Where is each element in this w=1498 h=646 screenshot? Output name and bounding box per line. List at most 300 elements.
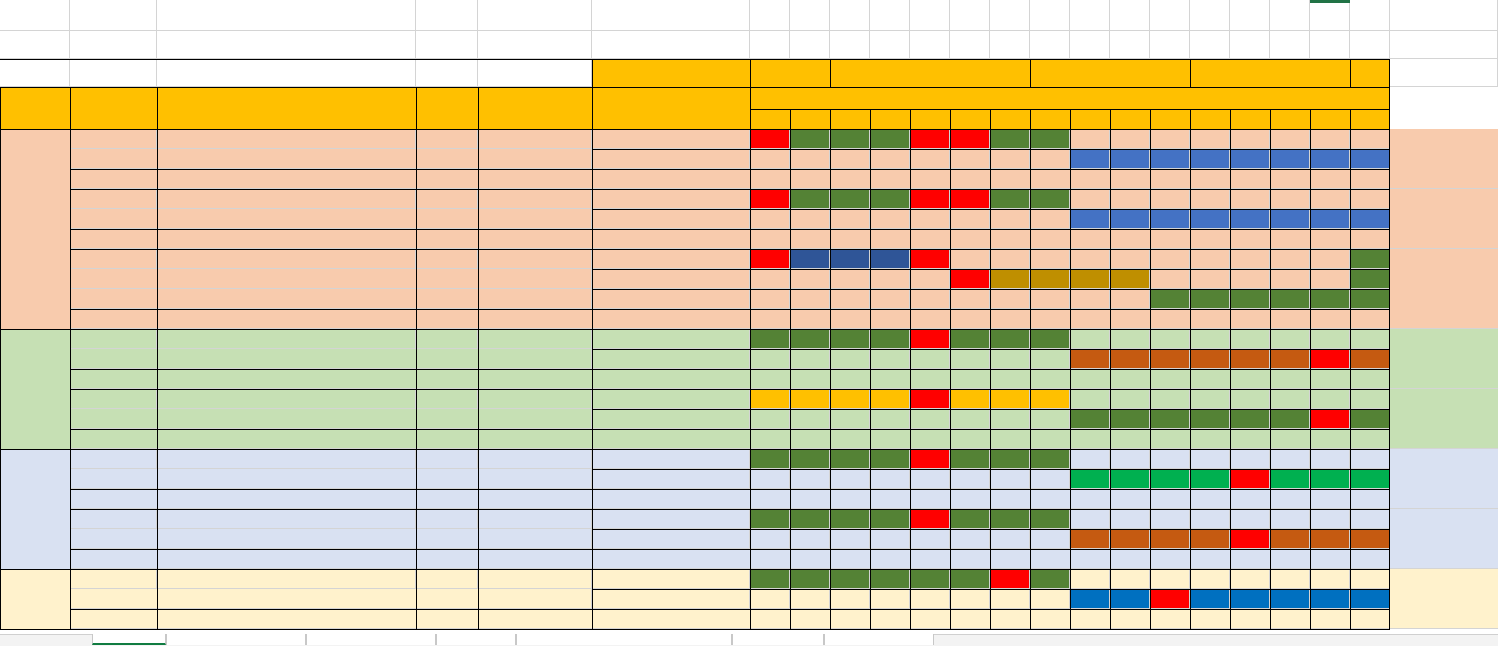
spreadsheet-cell[interactable] [1350,31,1390,59]
lecturer-name[interactable] [592,529,750,549]
meeting-cell[interactable] [1150,449,1190,469]
meeting-cell[interactable] [1350,189,1390,209]
lecturer-name[interactable] [592,389,750,409]
meeting-cell[interactable] [1190,469,1230,489]
meeting-cell[interactable] [1030,389,1070,409]
meeting-cell[interactable] [1070,329,1110,349]
meeting-cell[interactable] [1230,209,1270,229]
course-room[interactable] [478,509,592,529]
sheet-tab[interactable] [516,634,732,645]
meeting-cell[interactable] [1350,129,1390,149]
meeting-cell[interactable] [750,269,790,289]
meeting-cell[interactable] [950,149,990,169]
meeting-cell[interactable] [750,449,790,469]
meeting-cell[interactable] [1310,209,1350,229]
meeting-cell[interactable] [750,389,790,409]
meeting-cell[interactable] [750,289,790,309]
header-detail[interactable] [1390,87,1498,129]
meeting-cell[interactable] [1030,349,1070,369]
spreadsheet-cell[interactable] [910,31,950,59]
spreadsheet-cell[interactable] [1390,0,1498,31]
meeting-cell[interactable] [870,249,910,269]
meeting-cell[interactable] [1190,289,1230,309]
meeting-cell[interactable] [1030,409,1070,429]
spreadsheet-cell[interactable] [1070,31,1110,59]
course-room[interactable] [478,569,592,589]
spreadsheet-cell[interactable] [830,0,870,31]
meeting-cell[interactable] [750,529,790,549]
course-class[interactable] [416,329,478,349]
meeting-cell[interactable] [790,569,830,589]
meeting-cell[interactable] [1310,129,1350,149]
meeting-cell[interactable] [1270,509,1310,529]
spreadsheet-cell[interactable] [910,0,950,31]
meeting-cell[interactable] [1230,129,1270,149]
meeting-cell[interactable] [1110,269,1150,289]
meeting-cell[interactable] [1310,389,1350,409]
meeting-cell[interactable] [870,509,910,529]
meeting-cell[interactable] [1310,569,1350,589]
spreadsheet-cell[interactable] [416,59,478,87]
meeting-cell[interactable] [1030,509,1070,529]
meeting-cell[interactable] [1030,149,1070,169]
meeting-cell[interactable] [1150,529,1190,549]
lecturer-name[interactable] [592,129,750,149]
meeting-cell[interactable] [950,269,990,289]
meeting-cell[interactable] [870,349,910,369]
meeting-cell[interactable] [910,389,950,409]
meeting-cell[interactable] [1350,269,1390,289]
meeting-cell[interactable] [950,289,990,309]
meeting-cell[interactable] [1190,129,1230,149]
meeting-cell[interactable] [1150,149,1190,169]
course-class[interactable] [416,509,478,529]
course-name[interactable] [157,189,416,209]
meeting-cell[interactable] [990,509,1030,529]
course-class[interactable] [416,129,478,149]
meeting-cell[interactable] [1270,209,1310,229]
meeting-cell[interactable] [990,129,1030,149]
course-room[interactable] [478,449,592,469]
detail-mk-link[interactable] [1390,189,1498,249]
meeting-cell[interactable] [1190,249,1230,269]
meeting-cell[interactable] [950,509,990,529]
spreadsheet-cell[interactable] [990,0,1030,31]
meeting-cell[interactable] [830,389,870,409]
meeting-cell[interactable] [990,329,1030,349]
meeting-cell[interactable] [1310,189,1350,209]
meeting-cell[interactable] [1270,269,1310,289]
meeting-cell[interactable] [1030,469,1070,489]
meeting-cell[interactable] [1110,589,1150,609]
meeting-cell[interactable] [830,529,870,549]
meeting-cell[interactable] [1190,269,1230,289]
spreadsheet-cell[interactable] [157,59,416,87]
spreadsheet-cell[interactable] [1350,0,1390,31]
meeting-cell[interactable] [1070,289,1110,309]
meeting-cell[interactable] [1350,289,1390,309]
meeting-cell[interactable] [1230,449,1270,469]
meeting-cell[interactable] [1070,209,1110,229]
meeting-cell[interactable] [1310,589,1350,609]
meeting-cell[interactable] [1190,189,1230,209]
detail-mk-link[interactable] [1390,129,1498,189]
lecturer-name[interactable] [592,349,750,369]
meeting-cell[interactable] [1110,209,1150,229]
meeting-cell[interactable] [790,449,830,469]
spreadsheet-cell[interactable] [70,529,592,549]
sheet-tab[interactable] [166,634,306,645]
detail-mk-link[interactable] [1390,569,1498,629]
meeting-cell[interactable] [1230,329,1270,349]
meeting-cell[interactable] [830,209,870,229]
meeting-cell[interactable] [1030,529,1070,549]
spacer-row[interactable] [70,609,1390,629]
detail-mk-link[interactable] [1390,449,1498,509]
meeting-cell[interactable] [1230,269,1270,289]
meeting-cell[interactable] [830,469,870,489]
meeting-cell[interactable] [750,509,790,529]
meeting-cell[interactable] [1230,249,1270,269]
meeting-cell[interactable] [1150,389,1190,409]
lecturer-name[interactable] [592,149,750,169]
meeting-cell[interactable] [1070,129,1110,149]
meeting-cell[interactable] [790,589,830,609]
meeting-cell[interactable] [950,449,990,469]
meeting-cell[interactable] [1190,529,1230,549]
meeting-cell[interactable] [990,469,1030,489]
meeting-cell[interactable] [1150,269,1190,289]
meeting-cell[interactable] [1310,509,1350,529]
meeting-cell[interactable] [1190,589,1230,609]
meeting-cell[interactable] [990,529,1030,549]
meeting-cell[interactable] [750,209,790,229]
meeting-cell[interactable] [1350,389,1390,409]
meeting-cell[interactable] [1270,129,1310,149]
lecturer-name[interactable] [592,329,750,349]
meeting-cell[interactable] [1110,129,1150,149]
sheet-tab-active[interactable] [92,634,166,645]
meeting-cell[interactable] [790,529,830,549]
meeting-cell[interactable] [1150,569,1190,589]
spreadsheet-cell[interactable] [70,349,592,369]
meeting-cell[interactable] [870,529,910,549]
meeting-cell[interactable] [1150,349,1190,369]
meeting-cell[interactable] [870,569,910,589]
meeting-cell[interactable] [1030,329,1070,349]
meeting-cell[interactable] [790,509,830,529]
meeting-cell[interactable] [910,209,950,229]
lecturer-name[interactable] [592,569,750,589]
meeting-cell[interactable] [1350,529,1390,549]
meeting-cell[interactable] [1150,209,1190,229]
meeting-cell[interactable] [830,509,870,529]
meeting-cell[interactable] [1190,389,1230,409]
meeting-cell[interactable] [1150,249,1190,269]
meeting-cell[interactable] [1270,189,1310,209]
sheet-tab[interactable] [732,634,824,645]
meeting-cell[interactable] [870,149,910,169]
meeting-cell[interactable] [990,449,1030,469]
meeting-cell[interactable] [1030,269,1070,289]
meeting-cell[interactable] [1190,209,1230,229]
lecturer-name[interactable] [592,589,750,609]
meeting-cell[interactable] [1070,449,1110,469]
spreadsheet-cell[interactable] [1190,0,1230,31]
meeting-cell[interactable] [1270,349,1310,369]
meeting-cell[interactable] [1030,129,1070,149]
lecturer-name[interactable] [592,289,750,309]
meeting-cell[interactable] [790,289,830,309]
course-name[interactable] [157,329,416,349]
meeting-cell[interactable] [830,269,870,289]
meeting-cell[interactable] [1190,449,1230,469]
spreadsheet-cell[interactable] [1190,31,1230,59]
course-time[interactable] [70,329,157,349]
course-time[interactable] [70,189,157,209]
meeting-cell[interactable] [830,349,870,369]
meeting-cell[interactable] [950,589,990,609]
meeting-cell[interactable] [950,209,990,229]
meeting-cell[interactable] [1350,329,1390,349]
meeting-cell[interactable] [1230,469,1270,489]
meeting-cell[interactable] [870,269,910,289]
meeting-cell[interactable] [870,209,910,229]
spreadsheet-cell[interactable] [790,0,830,31]
course-time[interactable] [70,249,157,269]
meeting-cell[interactable] [1230,349,1270,369]
meeting-cell[interactable] [1310,449,1350,469]
meeting-cell[interactable] [1070,509,1110,529]
meeting-cell[interactable] [950,409,990,429]
spreadsheet-cell[interactable] [1230,31,1270,59]
meeting-cell[interactable] [1310,249,1350,269]
course-room[interactable] [478,129,592,149]
meeting-cell[interactable] [1310,529,1350,549]
detail-mk-link[interactable] [1390,509,1498,569]
meeting-cell[interactable] [1270,289,1310,309]
spreadsheet-cell[interactable] [1230,0,1270,31]
meeting-cell[interactable] [830,569,870,589]
meeting-cell[interactable] [750,469,790,489]
meeting-cell[interactable] [1190,349,1230,369]
spreadsheet-cell[interactable] [70,59,157,87]
spreadsheet-cell[interactable] [1310,31,1350,59]
meeting-cell[interactable] [1030,569,1070,589]
spreadsheet-cell[interactable] [478,0,592,31]
meeting-cell[interactable] [790,329,830,349]
meeting-cell[interactable] [1070,569,1110,589]
meeting-cell[interactable] [830,289,870,309]
meeting-cell[interactable] [1150,409,1190,429]
meeting-cell[interactable] [1110,509,1150,529]
meeting-cell[interactable] [790,409,830,429]
meeting-cell[interactable] [790,389,830,409]
meeting-cell[interactable] [1230,529,1270,549]
spreadsheet-cell[interactable] [830,31,870,59]
meeting-cell[interactable] [1070,349,1110,369]
meeting-cell[interactable] [1350,209,1390,229]
meeting-cell[interactable] [950,389,990,409]
meeting-cell[interactable] [910,469,950,489]
spreadsheet-cell[interactable] [1150,0,1190,31]
meeting-cell[interactable] [1110,409,1150,429]
course-name[interactable] [157,249,416,269]
meeting-cell[interactable] [950,329,990,349]
spreadsheet-cell[interactable] [70,589,592,609]
spreadsheet-cell[interactable] [1110,31,1150,59]
course-class[interactable] [416,389,478,409]
spreadsheet-cell[interactable] [750,0,790,31]
meeting-cell[interactable] [1350,449,1390,469]
meeting-cell[interactable] [1270,389,1310,409]
meeting-cell[interactable] [1230,149,1270,169]
spreadsheet-cell[interactable] [478,59,592,87]
spacer-row[interactable] [70,549,1390,569]
spreadsheet-cell[interactable] [990,31,1030,59]
meeting-cell[interactable] [870,589,910,609]
meeting-cell[interactable] [950,189,990,209]
lecturer-name[interactable] [592,249,750,269]
spreadsheet-cell[interactable] [870,0,910,31]
meeting-cell[interactable] [950,249,990,269]
meeting-cell[interactable] [950,469,990,489]
meeting-cell[interactable] [1350,249,1390,269]
meeting-cell[interactable] [1310,329,1350,349]
spreadsheet-cell[interactable] [70,269,592,289]
course-time[interactable] [70,569,157,589]
lecturer-name[interactable] [592,449,750,469]
spreadsheet-cell[interactable] [790,31,830,59]
meeting-cell[interactable] [990,149,1030,169]
meeting-cell[interactable] [790,249,830,269]
spreadsheet-cell[interactable] [592,0,750,31]
spreadsheet-cell[interactable] [592,31,750,59]
meeting-cell[interactable] [1230,569,1270,589]
meeting-cell[interactable] [870,289,910,309]
course-room[interactable] [478,329,592,349]
spreadsheet-cell[interactable] [1390,59,1498,87]
meeting-cell[interactable] [1310,409,1350,429]
meeting-cell[interactable] [990,389,1030,409]
meeting-cell[interactable] [750,189,790,209]
meeting-cell[interactable] [790,469,830,489]
spreadsheet-cell[interactable] [950,0,990,31]
lecturer-name[interactable] [592,209,750,229]
course-name[interactable] [157,449,416,469]
spreadsheet-cell[interactable] [1270,31,1310,59]
meeting-cell[interactable] [1150,469,1190,489]
meeting-cell[interactable] [1150,129,1190,149]
meeting-cell[interactable] [1030,289,1070,309]
meeting-cell[interactable] [790,269,830,289]
meeting-cell[interactable] [990,569,1030,589]
meeting-cell[interactable] [1070,409,1110,429]
meeting-cell[interactable] [1150,509,1190,529]
spreadsheet-cell[interactable] [950,31,990,59]
meeting-cell[interactable] [1310,269,1350,289]
course-class[interactable] [416,449,478,469]
meeting-cell[interactable] [1150,589,1190,609]
meeting-cell[interactable] [950,129,990,149]
meeting-cell[interactable] [990,589,1030,609]
meeting-cell[interactable] [870,469,910,489]
meeting-cell[interactable] [750,409,790,429]
meeting-cell[interactable] [910,189,950,209]
meeting-cell[interactable] [1350,469,1390,489]
meeting-cell[interactable] [1270,329,1310,349]
meeting-cell[interactable] [1070,249,1110,269]
meeting-cell[interactable] [910,289,950,309]
lecturer-name[interactable] [592,469,750,489]
spreadsheet-cell[interactable] [870,31,910,59]
spreadsheet-cell[interactable] [1310,0,1350,31]
spreadsheet-cell[interactable] [1030,31,1070,59]
meeting-cell[interactable] [830,189,870,209]
course-room[interactable] [478,189,592,209]
meeting-cell[interactable] [1230,409,1270,429]
meeting-cell[interactable] [830,589,870,609]
meeting-cell[interactable] [750,249,790,269]
meeting-cell[interactable] [1190,409,1230,429]
course-time[interactable] [70,389,157,409]
meeting-cell[interactable] [1110,189,1150,209]
detail-mk-link[interactable] [1390,389,1498,449]
meeting-cell[interactable] [1270,569,1310,589]
lecturer-name[interactable] [592,409,750,429]
spreadsheet-cell[interactable] [478,31,592,59]
meeting-cell[interactable] [1030,589,1070,609]
meeting-cell[interactable] [1070,149,1110,169]
meeting-cell[interactable] [870,329,910,349]
meeting-cell[interactable] [910,589,950,609]
course-time[interactable] [70,449,157,469]
meeting-cell[interactable] [870,389,910,409]
meeting-cell[interactable] [1230,589,1270,609]
meeting-cell[interactable] [830,449,870,469]
meeting-cell[interactable] [750,129,790,149]
lecturer-name[interactable] [592,189,750,209]
meeting-cell[interactable] [870,189,910,209]
meeting-cell[interactable] [1230,289,1270,309]
meeting-cell[interactable] [1190,569,1230,589]
meeting-cell[interactable] [1110,389,1150,409]
meeting-cell[interactable] [1350,349,1390,369]
meeting-cell[interactable] [910,509,950,529]
meeting-cell[interactable] [1230,389,1270,409]
meeting-cell[interactable] [1150,289,1190,309]
meeting-cell[interactable] [950,349,990,369]
spreadsheet-cell[interactable] [70,289,592,309]
spreadsheet-cell[interactable] [0,59,70,87]
meeting-cell[interactable] [790,209,830,229]
meeting-cell[interactable] [830,329,870,349]
meeting-cell[interactable] [910,329,950,349]
meeting-cell[interactable] [1110,249,1150,269]
meeting-cell[interactable] [1110,449,1150,469]
course-name[interactable] [157,389,416,409]
meeting-cell[interactable] [1190,149,1230,169]
meeting-cell[interactable] [1030,189,1070,209]
meeting-cell[interactable] [1070,529,1110,549]
meeting-cell[interactable] [910,409,950,429]
spreadsheet-cell[interactable] [1150,31,1190,59]
spreadsheet-cell[interactable] [750,31,790,59]
meeting-cell[interactable] [990,289,1030,309]
meeting-cell[interactable] [1350,509,1390,529]
meeting-cell[interactable] [1030,449,1070,469]
meeting-cell[interactable] [990,209,1030,229]
